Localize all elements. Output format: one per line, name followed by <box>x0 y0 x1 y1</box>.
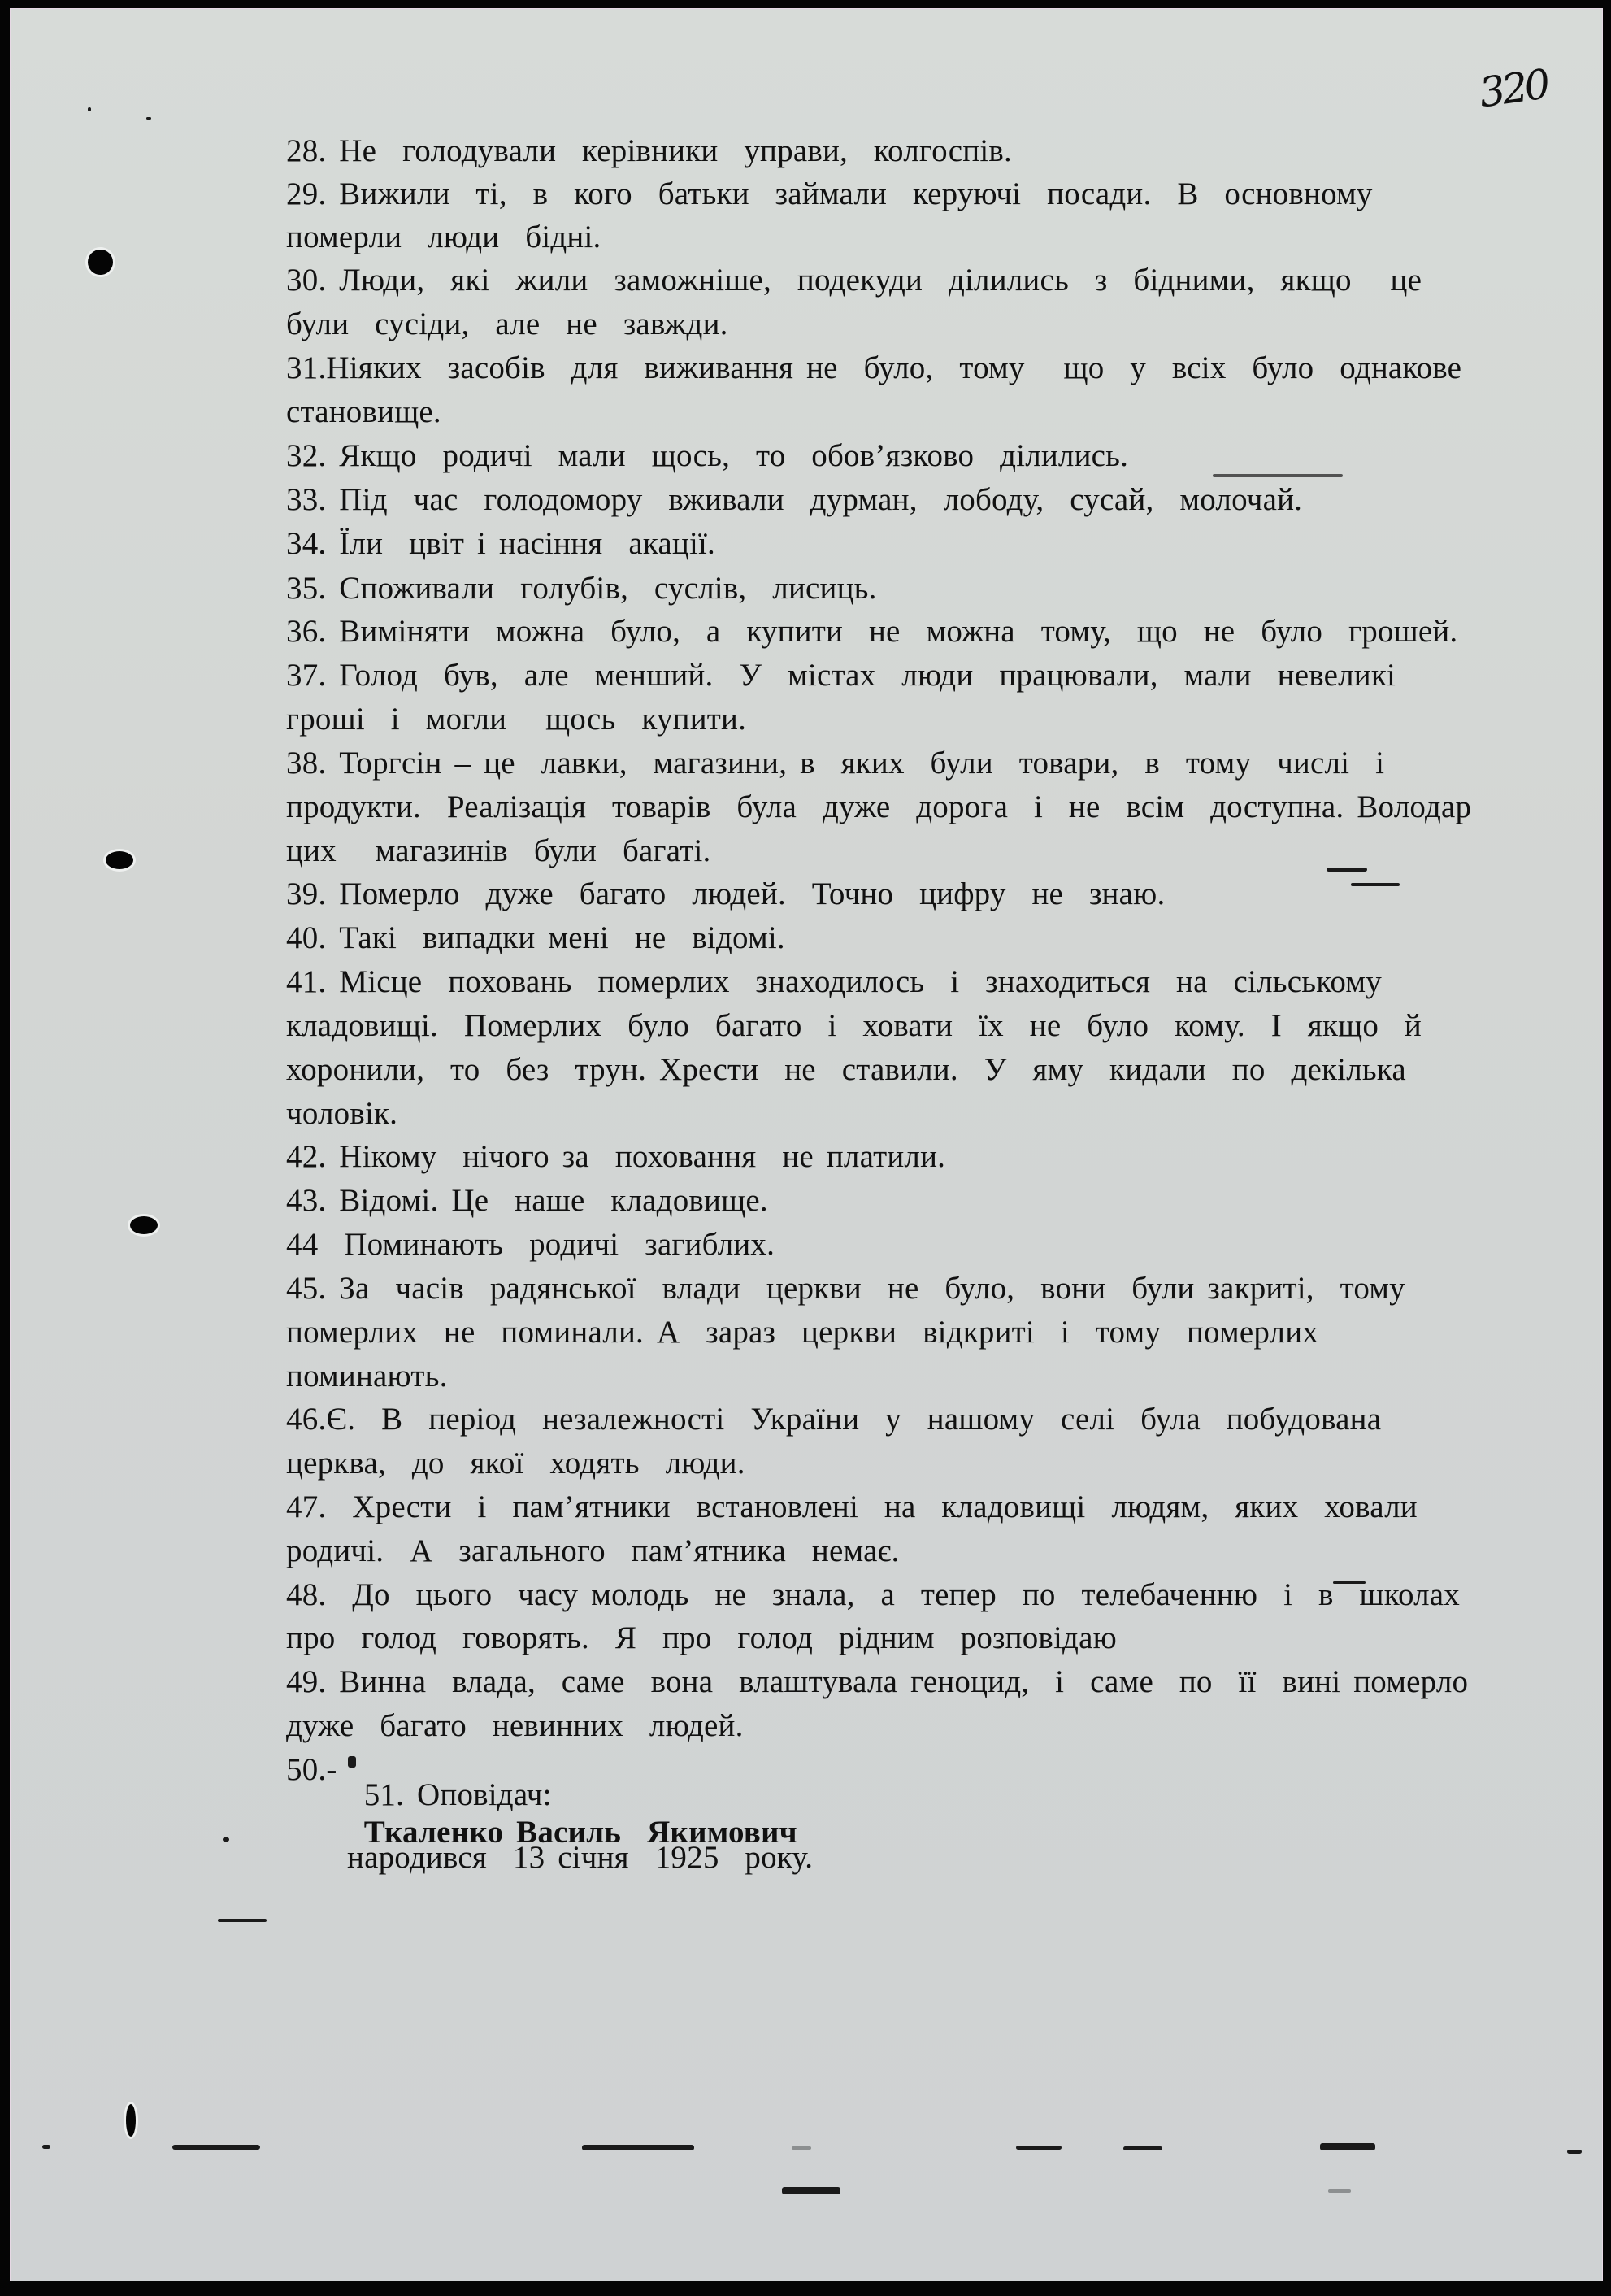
text-line: кладовищі. Померлих було багато і ховати їх не було кому. І якщо й <box>286 1008 1422 1043</box>
scan-streak <box>172 2145 260 2150</box>
text-line: хоронили, то без трун. Хрести не ставили. У яму кидали по декілька <box>286 1052 1406 1087</box>
scan-streak <box>792 2146 811 2150</box>
text-line: поминають. <box>286 1359 448 1394</box>
text-line: 42. Нікому нічого за поховання не платили. <box>286 1139 946 1174</box>
speck <box>88 107 91 111</box>
scan-streak <box>1123 2146 1162 2150</box>
scan-streak <box>1320 2143 1375 2150</box>
text-line: 35. Споживали голубів, суслів, лисиць. <box>286 571 877 606</box>
scan-streak <box>1567 2150 1582 2154</box>
speck <box>146 117 151 120</box>
text-line: 32. Якщо родичі мали щось, то обов’язково ділились. <box>286 438 1129 473</box>
text-line: були сусіди, але не завжди. <box>286 307 728 341</box>
text-line: 41. Місце поховань померлих знаходилось і знаходиться на сільському <box>286 964 1382 999</box>
narrator-name: Ткаленко Василь Якимович <box>363 1815 797 1850</box>
text-line: 44 Поминають родичі загиблих. <box>286 1227 775 1262</box>
punch-hole <box>130 1216 158 1234</box>
text-line: продукти. Реалізація товарів була дуже дорога і не всім доступна. Володар <box>286 789 1472 824</box>
text-line: померлих не поминали. А зараз церкви відкриті і тому померлих <box>286 1315 1318 1350</box>
text-line: 40. Такі випадки мені не відомі. <box>286 920 785 955</box>
document-page <box>10 8 1603 2281</box>
scan-streak <box>582 2145 694 2150</box>
punch-hole <box>126 2104 136 2137</box>
text-line: дуже багато невинних людей. <box>286 1708 744 1743</box>
text-line: 48. До цього часу молодь не знала, а тепер по телебаченню і в школах <box>286 1577 1461 1612</box>
text-line: становище. <box>286 394 441 429</box>
punch-hole <box>88 250 113 275</box>
text-line: 33. Під час голодомору вживали дурман, лободу, сусай, молочай. <box>286 482 1303 517</box>
text-line: 50.- <box>286 1752 337 1787</box>
scan-streak <box>1327 868 1367 872</box>
scan-streak <box>782 2187 840 2194</box>
text-line: 28. Не голодували керівники управи, колгоспів. <box>286 133 1012 168</box>
text-line: 29. Вижили ті, в кого батьки займали керуючі посади. В основному <box>286 176 1373 211</box>
text-line: померли люди бідні. <box>286 220 601 254</box>
scan-streak <box>1016 2146 1062 2150</box>
handwritten-page-number: 320 <box>1476 60 1551 117</box>
text-line: родичі. А загального пам’ятника немає. <box>286 1533 900 1568</box>
text-line: 43. Відомі. Це наше кладовище. <box>286 1183 768 1218</box>
narrator-birth: народився 13 січня 1925 року. <box>347 1840 814 1875</box>
scan-streak <box>1213 474 1343 477</box>
punch-hole <box>106 851 133 869</box>
text-line: 45. За часів радянської влади церкви не було, вони були закриті, тому <box>286 1271 1405 1306</box>
text-line: чоловік. <box>286 1096 398 1131</box>
text-line: 49. Винна влада, саме вона влаштувала геноцид, і саме по її вині померло <box>286 1664 1469 1699</box>
scan-streak <box>1328 2189 1351 2193</box>
text-line: 39. Померло дуже багато людей. Точно цифру не знаю. <box>286 876 1166 911</box>
text-line: 46.Є. В період незалежності України у нашому селі була побудована <box>286 1402 1382 1437</box>
text-line: 30. Люди, які жили заможніше, подекуди ділились з бідними, якщо це <box>286 263 1422 298</box>
text-line: цих магазинів були багаті. <box>286 833 711 868</box>
text-line: гроші і могли щось купити. <box>286 702 747 737</box>
text-line: 34. Їли цвіт і насіння акації. <box>286 526 715 561</box>
text-line: 37. Голод був, але менший. У містах люди працювали, мали невеликі <box>286 658 1396 693</box>
narrator-label: 51. Оповідач: <box>363 1777 552 1812</box>
text-line: церква, до якої ходять люди. <box>286 1446 745 1481</box>
scan-streak <box>218 1919 267 1922</box>
text-line: 36. Виміняти можна було, а купити не можна тому, що не було грошей. <box>286 614 1458 649</box>
text-line: 38. Торгсін – це лавки, магазини, в яких були товари, в тому числі і <box>286 746 1385 781</box>
text-line: про голод говорять. Я про голод рідним розповідаю <box>286 1620 1117 1655</box>
scan-streak <box>223 1837 229 1842</box>
text-line: 31.Ніяких засобів для виживання не було, тому що у всіх було однакове <box>286 350 1462 385</box>
scan-streak <box>1351 883 1400 886</box>
text-line: 47. Хрести і пам’ятники встановлені на кладовищі людям, яких ховали <box>286 1489 1418 1524</box>
scan-streak <box>42 2145 50 2149</box>
